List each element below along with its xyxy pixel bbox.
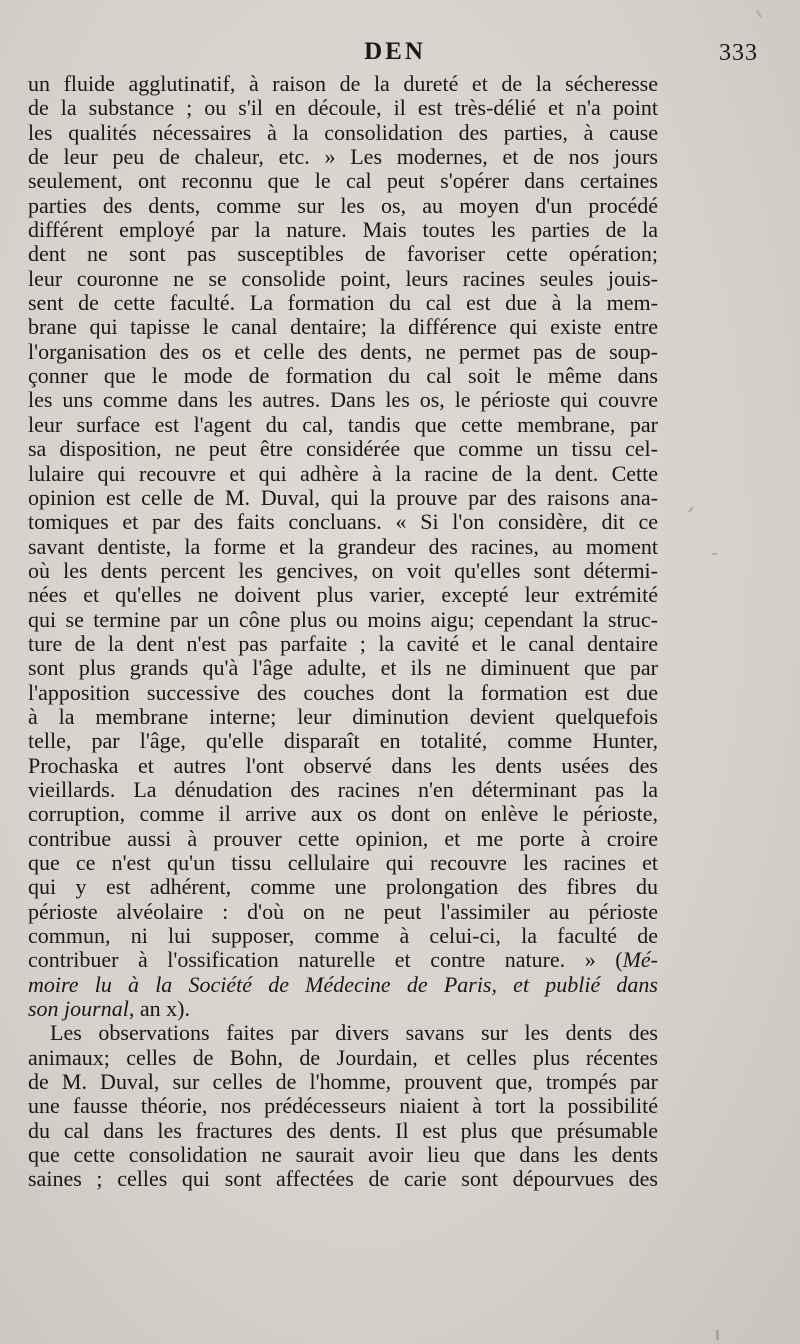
text-line-roman: contribuer à l'ossification naturelle et contre nature. » ( [28, 947, 623, 973]
text-line: l'organisation des os et celle des dents, ne permet pas de soup- [28, 338, 658, 364]
text-line: l'apposition successive des couches dont la formation est due [28, 679, 658, 705]
text-line: brane qui tapisse le canal dentaire; la différence qui existe entre [28, 314, 658, 340]
text-line: les qualités nécessaires à la consolidation des parties, à cause [28, 119, 658, 145]
text-line: une fausse théorie, nos prédécesseurs niaient à tort la possibilité [28, 1093, 658, 1119]
text-line: de la substance ; ou s'il en découle, il est très-délié et n'a point [28, 95, 658, 121]
text-line: du cal dans les fractures des dents. Il est plus que présumable [28, 1117, 658, 1143]
text-line: de M. Duval, sur celles de l'homme, prouvent que, trompés par [28, 1069, 658, 1095]
text-line: commun, ni lui supposer, comme à celui-ci, la faculté de [28, 923, 658, 949]
body-text [28, 72, 658, 1192]
running-head: DEN [364, 38, 426, 65]
text-line: ture de la dent n'est pas parfaite ; la cavité et le canal dentaire [28, 630, 658, 656]
text-line: leur surface est l'agent du cal, tandis que cette membrane, par [28, 411, 658, 437]
text-line: les uns comme dans les autres. Dans les os, le périoste qui couvre [28, 387, 658, 413]
text-line: dent ne sont pas susceptibles de favoriser cette opération; [28, 241, 658, 267]
citation-roman: , an x). [128, 996, 190, 1022]
text-line: où les dents percent les gencives, on voit qu'elles sont détermi- [28, 557, 658, 583]
text-line: sa disposition, ne peut être considérée que comme un tissu cel- [28, 436, 658, 462]
text-line: de leur peu de chaleur, etc. » Les modernes, et de nos jours [28, 144, 658, 170]
text-line: sont plus grands qu'à l'âge adulte, et ils ne diminuent que par [28, 655, 658, 681]
text-line: à la membrane interne; leur diminution devient quelquefois [28, 703, 658, 729]
text-line: différent employé par la nature. Mais toutes les parties de la [28, 217, 658, 243]
text-line: qui y est adhérent, comme une prolongation des fibres du [28, 874, 658, 900]
text-line: un fluide agglutinatif, à raison de la dureté et de la sécheresse [28, 71, 658, 96]
text-line-citation-end [28, 997, 658, 1021]
citation-italic: Mé- [622, 947, 658, 973]
text-line: périoste alvéolaire : d'où on ne peut l'assimiler au périoste [28, 898, 658, 924]
text-line: corruption, comme il arrive aux os dont on enlève le périoste, [28, 801, 658, 827]
citation-italic: moire lu à la Société de Médecine de Paris, et publié dans [28, 971, 658, 997]
text-line: çonner que le mode de formation du cal soit le même dans [28, 363, 658, 389]
text-line: saines ; celles qui sont affectées de carie sont dépourvues des [28, 1166, 658, 1192]
text-line: que cette consolidation ne saurait avoir lieu que dans les dents [28, 1142, 658, 1168]
text-line-citation [28, 973, 658, 997]
scan-speck [688, 506, 694, 513]
text-line: leur couronne ne se consolide point, leurs racines seules jouis- [28, 265, 658, 291]
text-line-citation-start [28, 948, 658, 972]
text-line: sent de cette faculté. La formation du cal est due à la mem- [28, 290, 658, 316]
text-line: lulaire qui recouvre et qui adhère à la racine de la dent. Cette [28, 460, 658, 486]
scan-speck [712, 553, 717, 555]
text-line: vieillards. La dénudation des racines n'en déterminant pas la [28, 776, 658, 802]
text-line: telle, par l'âge, qu'elle disparaît en totalité, comme Hunter, [28, 728, 658, 754]
text-line: que ce n'est qu'un tissu cellulaire qui recouvre les racines et [28, 850, 658, 875]
text-line: animaux; celles de Bohn, de Jourdain, et celles plus récentes [28, 1044, 658, 1070]
citation-italic: son journal [28, 996, 129, 1022]
text-line: Prochaska et autres l'ont observé dans les dents usées des [28, 752, 658, 778]
page-header [28, 38, 762, 74]
text-line: qui se termine par un cône plus ou moins aigu; cependant la struc- [28, 606, 658, 632]
text-line: seulement, ont reconnu que le cal peut s'opérer dans certaines [28, 168, 658, 194]
scan-speck [756, 10, 762, 18]
scan-speck [716, 1330, 719, 1340]
text-line: contribue aussi à prouver cette opinion, et me porte à croire [28, 825, 658, 851]
text-line: tomiques et par des faits concluans. « Si l'on considère, dit ce [28, 509, 658, 535]
page-number: 333 [719, 40, 758, 66]
text-line: savant dentiste, la forme et la grandeur des racines, au moment [28, 533, 658, 559]
paragraph-start-line: Les observations faites par divers savans sur les dents des [50, 1020, 658, 1046]
text-line: opinion est celle de M. Duval, qui la prouve par des raisons ana- [28, 484, 658, 510]
text-line: parties des dents, comme sur les os, au moyen d'un procédé [28, 192, 658, 218]
text-line: nées et qu'elles ne doivent plus varier, excepté leur extrémité [28, 582, 658, 608]
